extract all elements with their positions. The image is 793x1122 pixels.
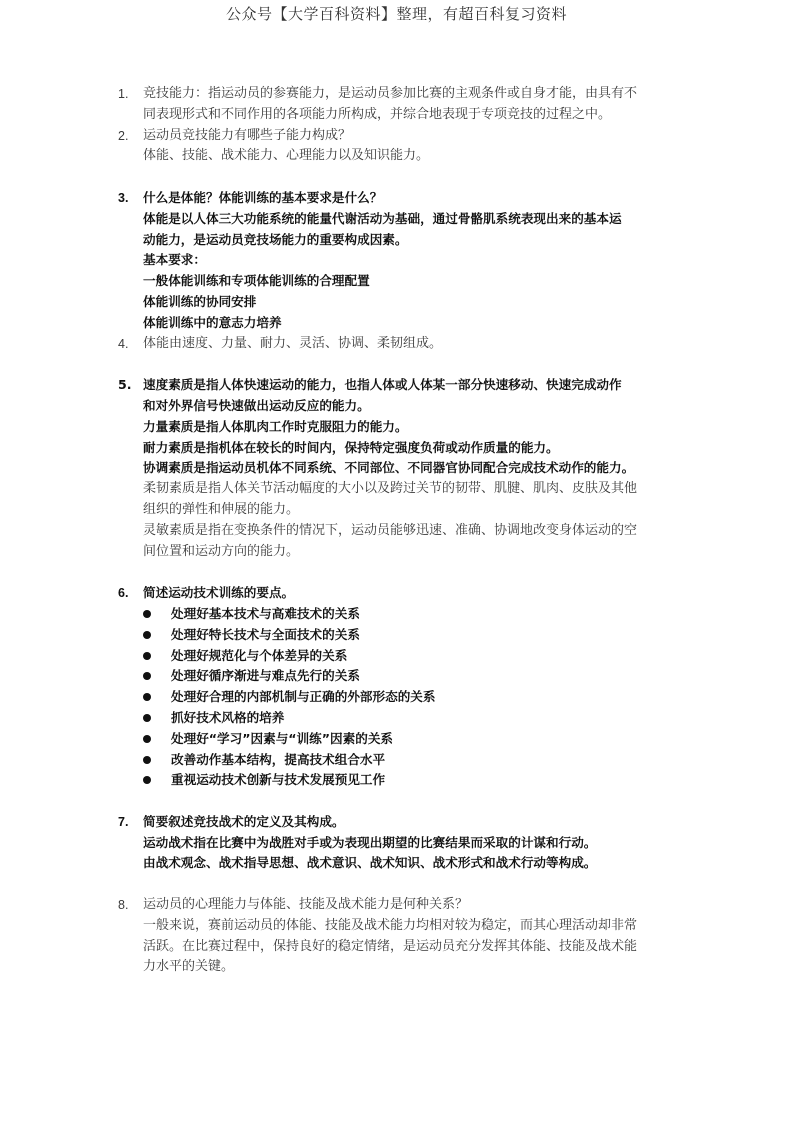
item-number: 2. — [118, 128, 129, 143]
text-line: 协调素质是指运动员机体不同系统、不同部位、不同器官协同配合完成技术动作的能力。 — [143, 460, 635, 476]
bullet-list — [143, 604, 688, 791]
item-2 — [118, 126, 688, 168]
text-line: 体能由速度、力量、耐力、灵活、协调、柔韧组成。 — [143, 335, 443, 351]
text-line: 组织的弹性和伸展的能力。 — [143, 501, 300, 517]
list-item: 处理好合理的内部机制与正确的外部形态的关系 — [143, 687, 688, 708]
question-line: 简述运动技术训练的要点。 — [143, 585, 295, 601]
answer-line: 体能训练中的意志力培养 — [143, 314, 282, 330]
item-7 — [118, 812, 688, 874]
text-line: 力量素质是指人体肌肉工作时克服阻力的能力。 — [143, 418, 408, 434]
list-item: 重视运动技术创新与技术发展预见工作 — [143, 770, 688, 791]
bullet-icon — [143, 756, 151, 764]
text-line: 灵敏素质是指在变换条件的情况下，运动员能够迅速、准确、协调地改变身体运动的空 — [143, 522, 638, 538]
item-number: 4. — [118, 336, 129, 351]
answer-line: 一般体能训练和专项体能训练的合理配置 — [143, 273, 370, 289]
question-line: 简要叙述竞技战术的定义及其构成。 — [143, 813, 345, 829]
bullet-icon — [143, 776, 151, 784]
list-item: 处理好规范化与个体差异的关系 — [143, 646, 688, 667]
text-line: 柔韧素质是指人体关节活动幅度的大小以及跨过关节的韧带、肌腱、肌肉、皮肤及其他 — [143, 481, 638, 497]
item-number: 5. — [118, 377, 132, 393]
item-3 — [118, 188, 688, 334]
list-item: 抓好技术风格的培养 — [143, 708, 688, 729]
bullet-icon — [143, 652, 151, 660]
page-header: 公众号【大学百科资料】整理，有超百科复习资料 — [225, 5, 567, 23]
item-number: 6. — [118, 586, 129, 601]
answer-line: 动能力，是运动员竞技场能力的重要构成因素。 — [143, 231, 408, 247]
answer-line: 体能训练的协同安排 — [143, 293, 257, 309]
bullet-icon — [143, 672, 151, 680]
question-line: 运动员竞技能力有哪些子能力构成？ — [143, 127, 352, 143]
document-body — [118, 84, 688, 978]
bullet-icon — [143, 631, 151, 639]
answer-line: 由战术观念、战术指导思想、战术意识、战术知识、战术形式和战术行动等构成。 — [143, 855, 597, 871]
item-number: 7. — [118, 814, 129, 829]
text-line: 同表现形式和不同作用的各项能力所构成，并综合地表现于专项竞技的过程之中。 — [143, 106, 612, 122]
list-item: 处理好循序渐进与难点先行的关系 — [143, 666, 688, 687]
bullet-icon — [143, 714, 151, 722]
item-number: 3. — [118, 190, 129, 205]
text-line: 竞技能力：指运动员的参赛能力，是运动员参加比赛的主观条件或自身才能，由具有不 — [143, 86, 638, 101]
list-item: 处理好特长技术与全面技术的关系 — [143, 625, 688, 646]
answer-line: 运动战术指在比赛中为战胜对手或为表现出期望的比赛结果而采取的计谋和行动。 — [143, 834, 597, 850]
answer-line: 活跃。在比赛过程中，保持良好的稳定情绪，是运动员充分发挥其体能、技能及战术能 — [143, 938, 638, 954]
text-line: 速度素质是指人体快速运动的能力，也指人体或人体某一部分快速移动、快速完成动作 — [143, 377, 622, 393]
answer-line: 力水平的关键。 — [143, 959, 235, 975]
item-1 — [118, 84, 688, 126]
bullet-icon — [143, 693, 151, 701]
list-item: 处理好“学习”因素与“训练”因素的关系 — [143, 729, 688, 750]
item-8 — [118, 895, 688, 978]
question-line: 运动员的心理能力与体能、技能及战术能力是何种关系？ — [143, 897, 469, 913]
item-number: 1. — [118, 87, 129, 101]
text-line: 耐力素质是指机体在较长的时间内，保持特定强度负荷或动作质量的能力。 — [143, 439, 559, 455]
bullet-icon — [143, 610, 151, 618]
item-4 — [118, 334, 688, 355]
bullet-icon — [143, 735, 151, 743]
list-item: 改善动作基本结构，提高技术组合水平 — [143, 750, 688, 771]
item-6 — [118, 583, 688, 791]
text-line: 间位置和运动方向的能力。 — [143, 543, 300, 559]
item-5 — [118, 375, 688, 562]
answer-line: 一般来说，赛前运动员的体能、技能及战术能力均相对较为稳定，而其心理活动却非常 — [143, 917, 638, 933]
text-line: 和对外界信号快速做出运动反应的能力。 — [143, 397, 370, 413]
list-item: 处理好基本技术与高难技术的关系 — [143, 604, 688, 625]
answer-line: 体能是以人体三大功能系统的能量代谢活动为基础，通过骨骼肌系统表现出来的基本运 — [143, 210, 622, 226]
item-number: 8. — [118, 898, 129, 913]
answer-line: 体能、技能、战术能力、心理能力以及知识能力。 — [143, 148, 430, 164]
answer-line: 基本要求： — [143, 252, 206, 268]
question-line: 什么是体能？体能训练的基本要求是什么？ — [143, 189, 383, 205]
